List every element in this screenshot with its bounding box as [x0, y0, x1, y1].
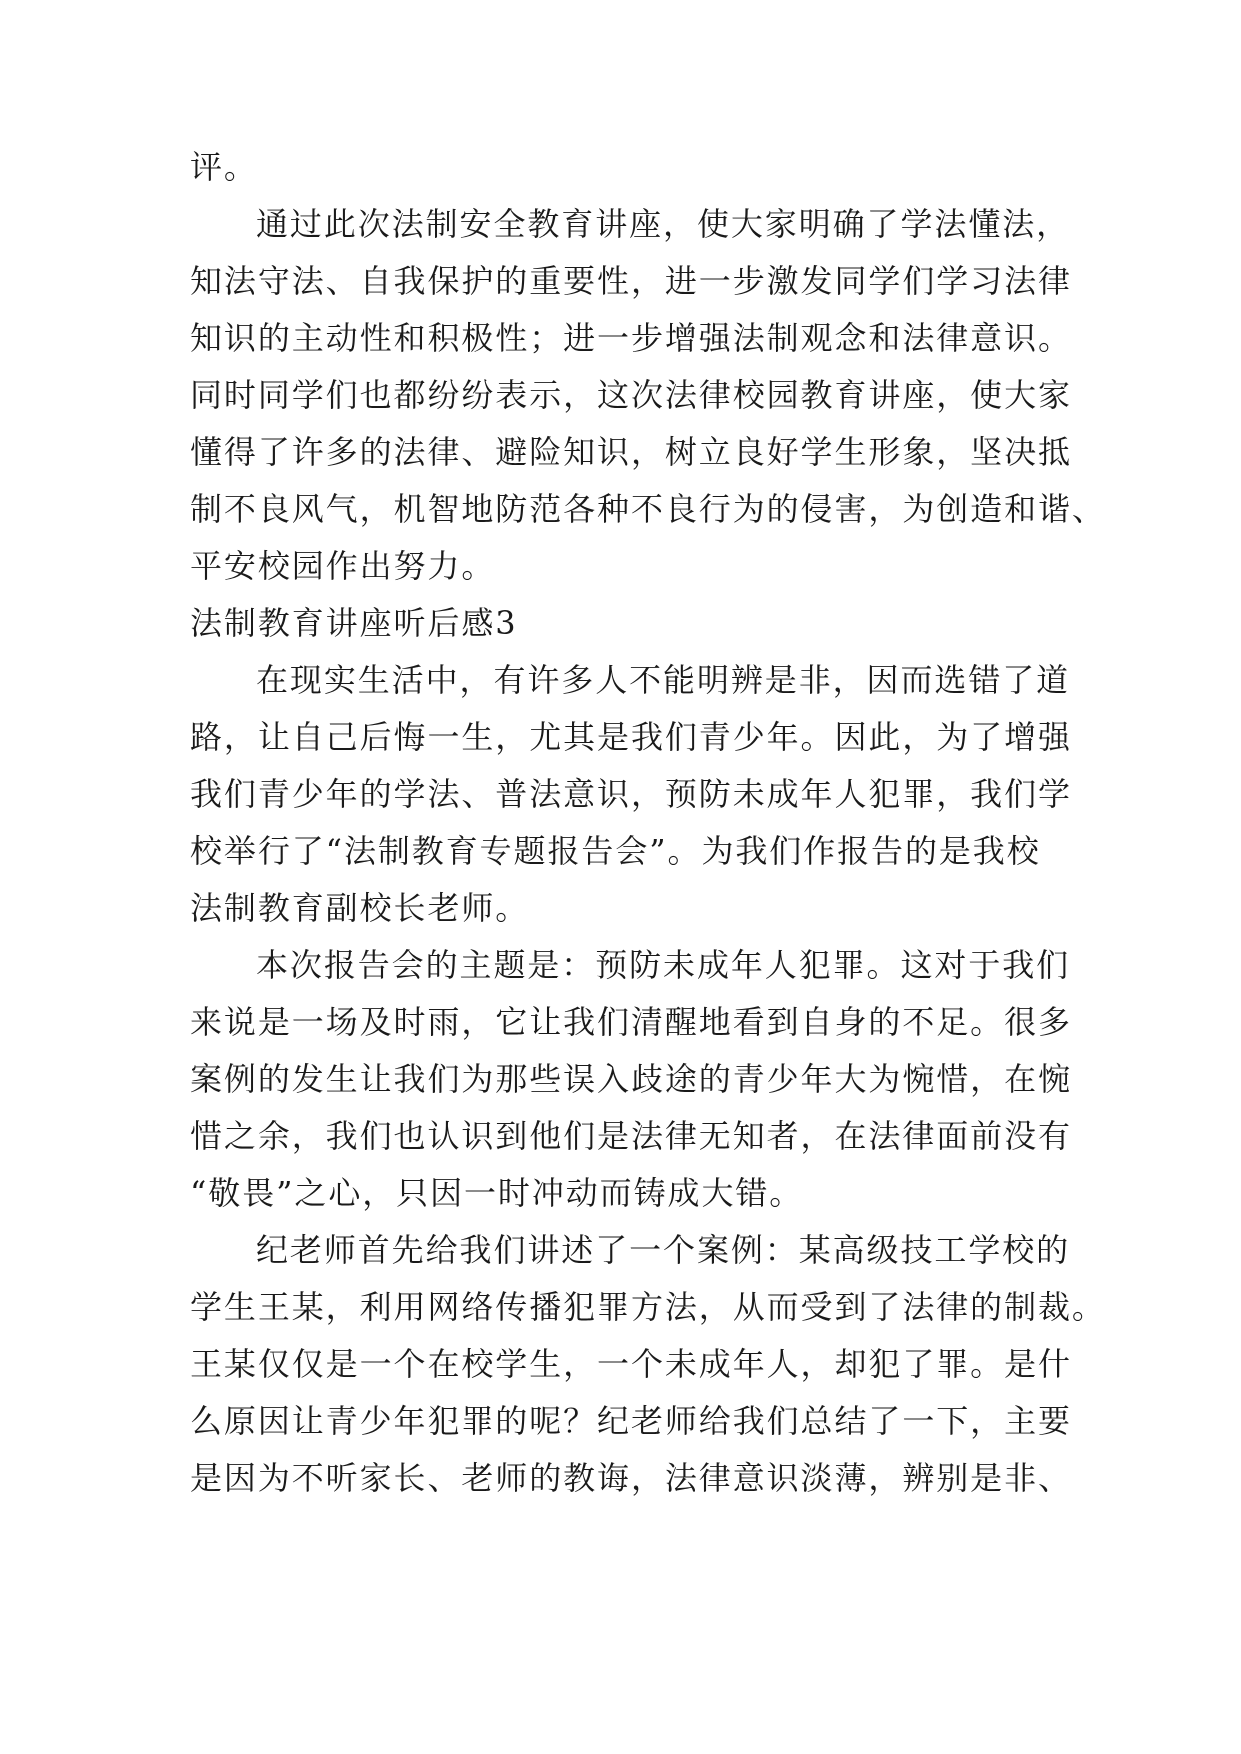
- text-line: 惜之余，我们也认识到他们是法律无知者，在法律面前没有: [190, 1117, 1072, 1155]
- text-line: 么原因让青少年犯罪的呢？纪老师给我们总结了一下，主要: [190, 1402, 1072, 1440]
- text-line: 同时同学们也都纷纷表示，这次法律校园教育讲座，使大家: [190, 376, 1072, 414]
- text-line: 路，让自己后悔一生，尤其是我们青少年。因此，为了增强: [190, 718, 1072, 756]
- paragraph-first-line: 本次报告会的主题是：预防未成年人犯罪。这对于我们: [256, 946, 1071, 984]
- text-line: “敬畏”之心，只因一时冲动而铸成大错。: [190, 1174, 804, 1212]
- paragraph-first-line: 在现实生活中，有许多人不能明辨是非，因而选错了道: [256, 661, 1071, 699]
- text-line: 评。: [190, 148, 258, 186]
- text-line: 懂得了许多的法律、避险知识，树立良好学生形象，坚决抵: [190, 433, 1072, 471]
- text-line: 制不良风气，机智地防范各种不良行为的侵害，为创造和谐、: [190, 490, 1106, 528]
- text-line: 平安校园作出努力。: [190, 547, 496, 585]
- text-line: 来说是一场及时雨，它让我们清醒地看到自身的不足。很多: [190, 1003, 1072, 1041]
- text-line: 王某仅仅是一个在校学生，一个未成年人，却犯了罪。是什: [190, 1345, 1072, 1383]
- text-line: 知识的主动性和积极性；进一步增强法制观念和法律意识。: [190, 319, 1072, 357]
- text-line: 校举行了“法制教育专题报告会”。为我们作报告的是我校: [190, 832, 1041, 870]
- text-line: 法制教育副校长老师。: [190, 889, 530, 927]
- section-heading: 法制教育讲座听后感3: [190, 604, 518, 642]
- paragraph-first-line: 通过此次法制安全教育讲座，使大家明确了学法懂法，: [256, 205, 1071, 243]
- text-line: 我们青少年的学法、普法意识，预防未成年人犯罪，我们学: [190, 775, 1072, 813]
- text-line: 知法守法、自我保护的重要性，进一步激发同学们学习法律: [190, 262, 1072, 300]
- text-line: 案例的发生让我们为那些误入歧途的青少年大为惋惜，在惋: [190, 1060, 1072, 1098]
- text-line: 学生王某，利用网络传播犯罪方法，从而受到了法律的制裁。: [190, 1288, 1106, 1326]
- text-line: 是因为不听家长、老师的教诲，法律意识淡薄，辨别是非、: [190, 1459, 1072, 1497]
- paragraph-first-line: 纪老师首先给我们讲述了一个案例：某高级技工学校的: [256, 1231, 1071, 1269]
